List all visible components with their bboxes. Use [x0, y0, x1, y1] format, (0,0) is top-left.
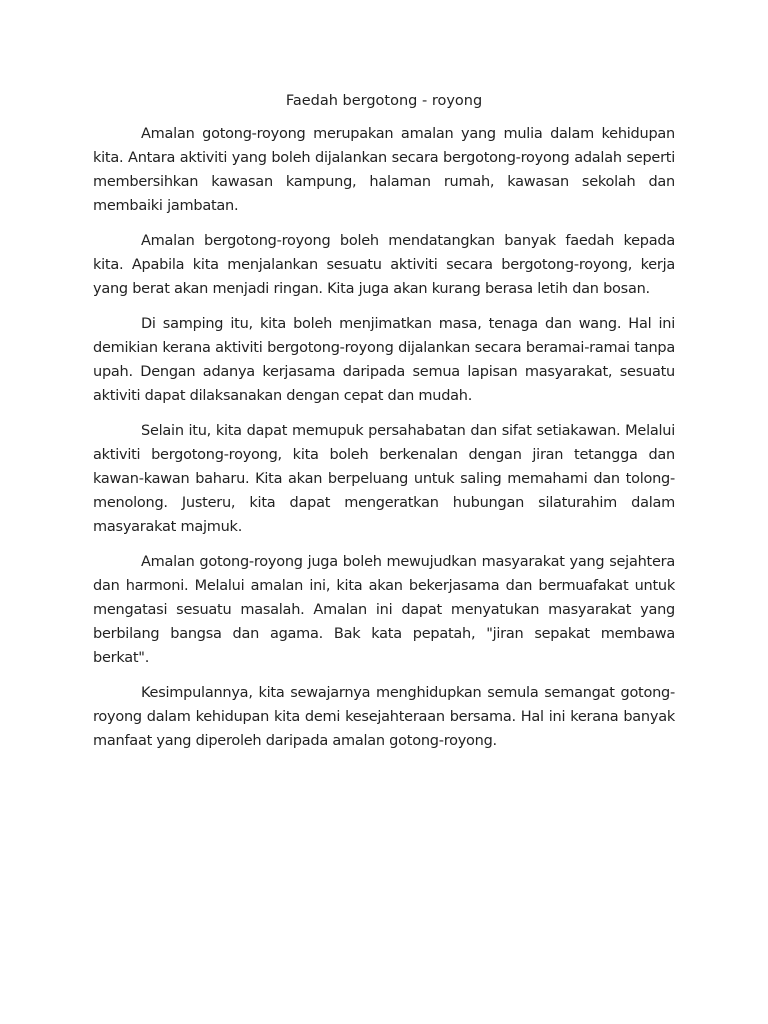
paragraph-benefit-easier-work: Amalan bergotong-royong boleh mendatangkan banyak faedah kepada kita. Apabila kita menjalankan sesuatu aktiviti secara bergotong-royong, kerja yang berat akan menjadi ringan. Kita juga akan kurang berasa letih dan bosan. [93, 233, 675, 297]
document-title: Faedah bergotong - royong [285, 93, 483, 109]
paragraph-benefit-save-resources: Di samping itu, kita boleh menjimatkan masa, tenaga dan wang. Hal ini demikian kerana aktiviti bergotong-royong dijalankan secara beramai-ramai tanpa upah. Dengan adanya kerjasama daripada semua lapisan masyarakat, sesuatu aktiviti dapat dilaksanakan dengan cepat dan mudah. [93, 316, 675, 404]
paragraph-conclusion: Kesimpulannya, kita sewajarnya menghidupkan semula semangat gotong-royong dalam kehidupan kita demi kesejahteraan bersama. Hal ini kerana banyak manfaat yang diperoleh daripada amalan gotong-royong. [93, 685, 675, 749]
paragraph-benefit-friendship: Selain itu, kita dapat memupuk persahabatan dan sifat setiakawan. Melalui aktiviti bergotong-royong, kita boleh berkenalan dengan jiran tetangga dan kawan-kawan baharu. Kita akan berpeluang untuk saling memahami dan tolong-menolong. Justeru, kita dapat mengeratkan hubungan silaturahim dalam masyarakat majmuk. [93, 423, 675, 535]
paragraph-intro: Amalan gotong-royong merupakan amalan yang mulia dalam kehidupan kita. Antara aktiviti yang boleh dijalankan secara bergotong-royong adalah seperti membersihkan kawasan kampung, halaman rumah, kawasan sekolah dan membaiki jambatan. [93, 126, 675, 214]
paragraph-benefit-harmony: Amalan gotong-royong juga boleh mewujudkan masyarakat yang sejahtera dan harmoni. Melalui amalan ini, kita akan bekerjasama dan bermuafakat untuk mengatasi sesuatu masalah. Amalan ini dapat menyatukan masyarakat yang berbilang bangsa dan agama. Bak kata pepatah, "jiran sepakat membawa berkat". [93, 554, 675, 666]
